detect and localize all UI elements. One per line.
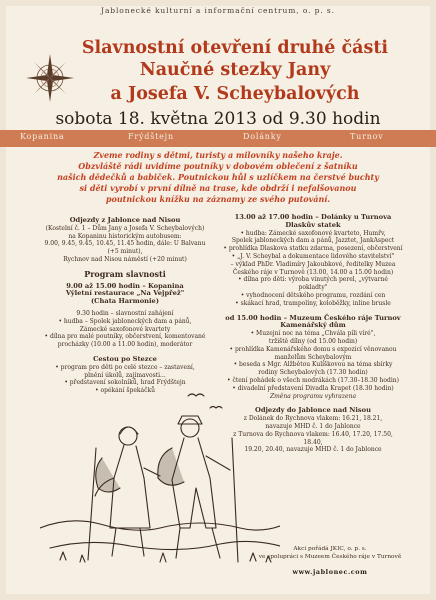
dolanky-line: • „J. V. Scheybal a dokumentace lidového stavitelství" (231, 252, 395, 260)
museum-line: • beseda s Mgr. Alžbětou Kulíškovou na téma sbírky (233, 361, 393, 369)
dolanky-line: – výklad PhDr. Vladimíry Jakoubkové, ředitelky Muzea (230, 260, 396, 268)
museum-line: rodiny Scheybalových (17.30 hodin) (258, 369, 368, 377)
place-frydstejn: Frýdštejn (128, 132, 174, 141)
title-line-3: a Josefa V. Scheybalových (110, 84, 360, 104)
program-line: Zámecké saxofonové kvartety (79, 325, 171, 333)
place-kopanina: Kopanina (20, 132, 65, 141)
dolanky-line: • skákací hrad, trampolíny, koloběžky, inline bruslе (235, 299, 391, 307)
route-line: plnění úkolů, zajímavosti... (84, 371, 166, 379)
intro-line: si děti vyrobí v první dílně na trase, kde obdrží i nefalšovanou (79, 183, 357, 193)
museum-line: tržiště dílny (od 15.00 hodin) (268, 337, 358, 345)
dolanky-line: • dílna pro děti: výroba vinutých perel, „výtvarné pokladty" (238, 276, 388, 292)
intro-line: Obzvláště rádi uvidíme poutníky v dobovém oblečení z šatníku (78, 161, 358, 171)
museum-line: • divadelní představení Divadla Krapet (18.30 hodin) (232, 384, 394, 392)
route-title: Cestou po Stezce (93, 354, 157, 363)
museum-line: • čtení pohádek o všech modrákách (17.30–18.30 hodin) (227, 376, 399, 384)
departures-line: 9.00, 9.45, 9.45, 10.45, 11.45 hodin, dále: U Balvanu (+5 minut), (44, 240, 206, 256)
footer (250, 545, 410, 561)
museum-line: • prohlídka Kamenářského domu s expozicí věnovanou (229, 345, 397, 353)
pilgrims-illustration (40, 378, 280, 568)
organization-header: Jablonecké kulturní a informační centrum, o. p. s. (101, 6, 335, 15)
dolanky-title: 13.00 až 17.00 hodin – Dolánky u Turnova (234, 213, 392, 221)
program-title: Program slavnosti (84, 268, 166, 279)
program-time: 9.00 až 15.00 hodin – Kopanina (66, 281, 184, 290)
place-dolanky: Dolánky (243, 132, 282, 141)
footer-organizer: Akci pořádá JKIC, o. p. s. (293, 546, 367, 552)
departures-line: na Kopaninu historickým autobusem: (68, 232, 182, 240)
website-link[interactable]: www.jablonec.com (292, 568, 368, 576)
museum-title: od 15.00 hodin – Muzeum Českého ráje Turnov (225, 313, 401, 322)
intro-line: poutnickou knížku na záznamy ze svého putování. (105, 194, 331, 204)
museum-sub: Kamenářský dům (280, 321, 346, 330)
program-line: • hudba – Spolek jabloneckých dam a pánů, (58, 317, 192, 325)
dolanky-line: • vyhodnocení dětského programu, rozdání cen (240, 291, 386, 299)
program-line: procházky (10.00 a 11.00 hodin), moderátor (57, 341, 193, 349)
dolanky-line: Spolek jabloneckých dam a pánů, Jazztet, JankAspect (231, 237, 395, 245)
title-line-2: Naučné stezky Jany (139, 60, 331, 80)
left-column (40, 217, 210, 395)
route-line: • představení sokolníků, hrad Frýdštejn (64, 379, 186, 387)
museum-line: • Muzejní noc na téma „Chvála píli víré", (250, 330, 376, 338)
return-title: Odjezdy do Jablonce nad Nisou (255, 406, 371, 415)
return-line: z Turnova do Rychnova vlakem: 16.40, 17.20, 17.50, 18.40, (233, 430, 393, 446)
title-line-1: Slavnostní otevření druhé části (81, 38, 389, 58)
intro-line: našich dědečků a babiček. Poutnickou hůl s uzlíčkem na čerstvé buchty (57, 172, 379, 182)
departures-line: Rychnov nad Nisou náměstí (+20 minut) (63, 255, 187, 263)
intro-line: Zveme rodiny s dětmi, turisty a milovníky našeho kraje. (93, 150, 343, 160)
return-line: z Dolánek do Rychnova vlakem: 16.21, 18.21, (243, 415, 383, 423)
dolanky-line: • hudba: Zámecké saxofonové kvarteto, Humřv, (240, 229, 386, 237)
footer-cooperation: ve spolupráci s Muzeem Českého ráje v Turnově (258, 554, 402, 560)
event-date: sobota 18. května 2013 od 9.30 hodin (55, 109, 381, 129)
program-sub: (Chata Harmonie) (91, 297, 159, 306)
departures-title: Odjezdy z Jablonce nad Nisou (69, 216, 181, 224)
program-place: Výletní restaurace „Na Vejpřež" (65, 289, 185, 298)
route-line: • program pro děti po celé stezce – zastavení, (55, 363, 195, 371)
program-line: • dílna pro malé poutníky, občerstvení, komentované (44, 333, 206, 341)
intro-text (40, 150, 396, 205)
return-line: navazuje MHD č. 1 do Jablonce (265, 422, 361, 430)
dolanky-sub: Dlaskův statek (285, 220, 341, 229)
dolanky-line: • prohlídka Dlaskova statku zdarma, posezení, občerstvení (223, 245, 403, 253)
places-stripe (0, 130, 436, 147)
departures-line: (Kostelní č. 1 – Dům Jany a Josefa V. Scheybalových) (45, 224, 205, 232)
program-line: 9.30 hodin – slavnostní zahájení (76, 309, 174, 317)
place-turnov: Turnov (350, 132, 384, 141)
route-line: • opékání špekáčků (95, 387, 155, 395)
museum-note: Změna programu vyhrazena (269, 392, 357, 400)
return-line: 19.20, 20.40, navazuje MHD č. 1 do Jablonce (244, 446, 382, 454)
dolanky-line: Českého ráje v Turnově (13.00, 14.00 a 15.00 hodin) (232, 268, 394, 276)
museum-line: manželům Scheybalovým (274, 353, 352, 361)
